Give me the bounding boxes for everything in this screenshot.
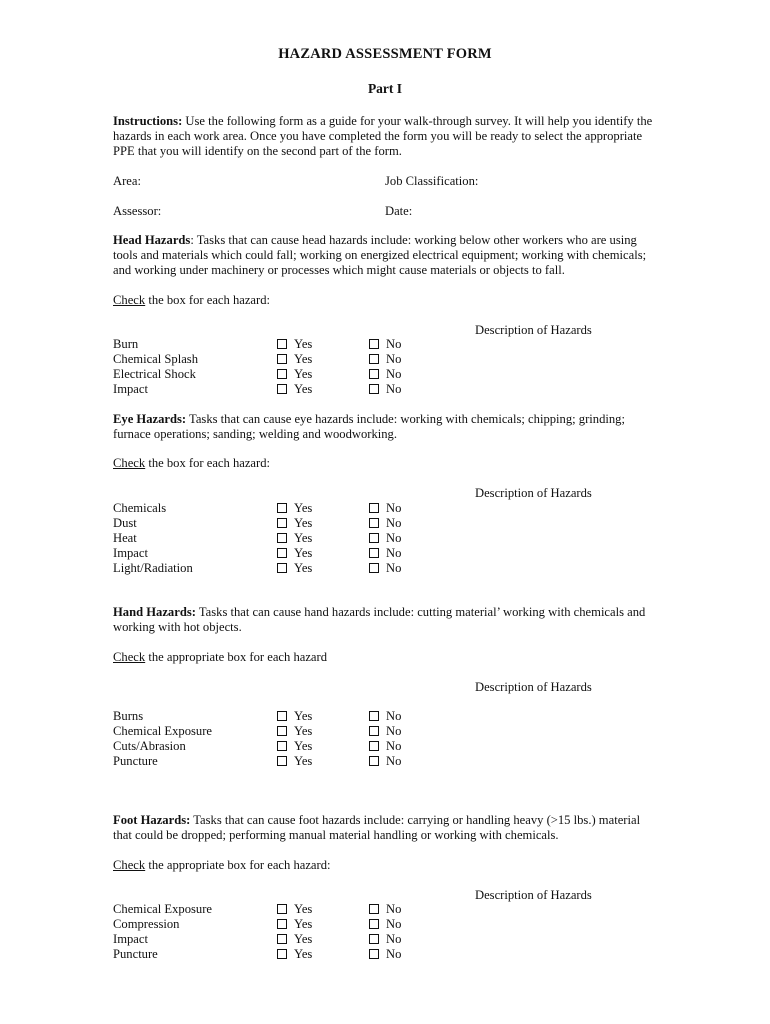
yes-option[interactable] (277, 531, 312, 546)
no-label: No (386, 516, 402, 530)
no-checkbox[interactable] (369, 384, 379, 394)
section-text: Tasks that can cause foot hazards include: carrying or handling heavy (>15 lbs.) material that could be dropped; performing manual material handling or working with chemicals. (113, 813, 641, 842)
hazard-name: Impact (113, 546, 148, 560)
no-option[interactable] (369, 531, 401, 546)
foot-hazards-paragraph (113, 813, 658, 843)
no-checkbox[interactable] (369, 949, 379, 959)
hazard-row (113, 754, 433, 769)
description-of-hazards-label: Description of Hazards (475, 486, 592, 500)
hazard-name: Chemicals (113, 501, 167, 515)
no-option[interactable] (369, 561, 401, 576)
eye-check-instruction (113, 456, 658, 471)
job-classification-field[interactable]: Job Classification: (385, 174, 479, 188)
check-word: Check (113, 293, 146, 307)
yes-label: Yes (294, 367, 313, 381)
section-text: Tasks that can cause eye hazards include: working with chemicals; chipping; grinding; furnace operations; sanding; welding and woodworking. (113, 412, 625, 441)
no-label: No (386, 561, 402, 575)
yes-option[interactable] (277, 382, 312, 397)
description-of-hazards-label: Description of Hazards (475, 888, 592, 902)
section-lead: Head Hazards (113, 233, 191, 247)
yes-checkbox[interactable] (277, 369, 287, 379)
yes-checkbox[interactable] (277, 934, 287, 944)
yes-option[interactable] (277, 739, 312, 754)
yes-checkbox[interactable] (277, 518, 287, 528)
yes-label: Yes (294, 352, 313, 366)
hazard-name: Light/Radiation (113, 561, 193, 575)
yes-option[interactable] (277, 516, 312, 531)
no-checkbox[interactable] (369, 354, 379, 364)
no-option[interactable] (369, 917, 401, 932)
no-checkbox[interactable] (369, 711, 379, 721)
head-check-instruction (113, 293, 658, 308)
section-lead-suffix: : (190, 233, 194, 247)
check-rest: the box for each hazard: (145, 293, 271, 307)
yes-option[interactable] (277, 501, 312, 516)
yes-checkbox[interactable] (277, 339, 287, 349)
yes-label: Yes (294, 754, 313, 768)
hazard-name: Compression (113, 917, 180, 931)
no-option[interactable] (369, 932, 401, 947)
yes-label: Yes (294, 739, 313, 753)
assessor-field[interactable]: Assessor: (113, 204, 162, 218)
hazard-name: Puncture (113, 947, 158, 961)
no-label: No (386, 902, 402, 916)
no-option[interactable] (369, 902, 401, 917)
no-label: No (386, 531, 402, 545)
check-rest: the box for each hazard: (145, 456, 271, 470)
yes-label: Yes (294, 501, 313, 515)
yes-option[interactable] (277, 337, 312, 352)
hand-hazards-paragraph (113, 605, 658, 635)
eye-hazards-paragraph (113, 412, 658, 442)
no-label: No (386, 724, 402, 738)
section-lead: Hand Hazards: (113, 605, 196, 619)
no-label: No (386, 352, 402, 366)
hazard-row (113, 531, 433, 546)
foot-check-instruction (113, 858, 658, 873)
check-word: Check (113, 858, 146, 872)
hazard-row (113, 709, 433, 724)
yes-checkbox[interactable] (277, 533, 287, 543)
no-label: No (386, 754, 402, 768)
section-lead: Foot Hazards: (113, 813, 191, 827)
hazard-name: Chemical Exposure (113, 902, 212, 916)
no-checkbox[interactable] (369, 339, 379, 349)
no-checkbox[interactable] (369, 756, 379, 766)
eye-hazard-list (113, 501, 433, 576)
hazard-row (113, 947, 433, 962)
no-label: No (386, 917, 402, 931)
yes-checkbox[interactable] (277, 548, 287, 558)
hazard-name: Electrical Shock (113, 367, 196, 381)
yes-label: Yes (294, 724, 313, 738)
yes-label: Yes (294, 516, 313, 530)
no-option[interactable] (369, 947, 401, 962)
no-option[interactable] (369, 546, 401, 561)
instructions-text: Use the following form as a guide for your walk-through survey. It will help you identify the hazards in each work area. Once you have completed the form you will be ready to select the appropriate PPE that you will identify on the second part of the form. (113, 114, 653, 158)
check-rest: the appropriate box for each hazard: (145, 858, 331, 872)
hand-check-instruction (113, 650, 658, 665)
no-checkbox[interactable] (369, 518, 379, 528)
hazard-name: Cuts/Abrasion (113, 739, 186, 753)
hazard-row (113, 516, 433, 531)
yes-checkbox[interactable] (277, 711, 287, 721)
no-option[interactable] (369, 516, 401, 531)
head-hazard-list (113, 337, 433, 397)
hazard-name: Chemical Exposure (113, 724, 212, 738)
no-option[interactable] (369, 352, 401, 367)
no-checkbox[interactable] (369, 533, 379, 543)
no-checkbox[interactable] (369, 741, 379, 751)
no-label: No (386, 546, 402, 560)
hand-hazard-list (113, 709, 433, 769)
instructions-lead: Instructions: (113, 114, 183, 128)
no-label: No (386, 932, 402, 946)
yes-label: Yes (294, 561, 313, 575)
section-text: Tasks that can cause hand hazards include: cutting material’ working with chemicals and working with hot objects. (113, 605, 646, 634)
no-option[interactable] (369, 739, 401, 754)
hazard-row (113, 546, 433, 561)
no-option[interactable] (369, 501, 401, 516)
no-checkbox[interactable] (369, 934, 379, 944)
no-label: No (386, 739, 402, 753)
foot-hazard-list (113, 902, 433, 962)
no-label: No (386, 382, 402, 396)
yes-label: Yes (294, 932, 313, 946)
no-label: No (386, 501, 402, 515)
hazard-row (113, 501, 433, 516)
instructions-paragraph (113, 114, 658, 159)
yes-label: Yes (294, 709, 313, 723)
yes-checkbox[interactable] (277, 756, 287, 766)
no-checkbox[interactable] (369, 548, 379, 558)
no-option[interactable] (369, 367, 401, 382)
yes-checkbox[interactable] (277, 949, 287, 959)
yes-option[interactable] (277, 902, 312, 917)
hazard-row (113, 917, 433, 932)
no-checkbox[interactable] (369, 919, 379, 929)
hazard-name: Burn (113, 337, 139, 351)
no-checkbox[interactable] (369, 726, 379, 736)
hazard-row (113, 367, 433, 382)
yes-option[interactable] (277, 367, 312, 382)
yes-label: Yes (294, 531, 313, 545)
no-checkbox[interactable] (369, 904, 379, 914)
hazard-name: Impact (113, 382, 148, 396)
check-word: Check (113, 456, 146, 470)
no-checkbox[interactable] (369, 563, 379, 573)
date-field[interactable]: Date: (385, 204, 413, 218)
no-option[interactable] (369, 337, 401, 352)
yes-label: Yes (294, 902, 313, 916)
yes-checkbox[interactable] (277, 354, 287, 364)
yes-option[interactable] (277, 754, 312, 769)
yes-label: Yes (294, 917, 313, 931)
hazard-row (113, 739, 433, 754)
yes-option[interactable] (277, 352, 312, 367)
yes-checkbox[interactable] (277, 741, 287, 751)
no-option[interactable] (369, 382, 401, 397)
no-label: No (386, 367, 402, 381)
hazard-name: Chemical Splash (113, 352, 198, 366)
hazard-row (113, 724, 433, 739)
head-hazards-paragraph (113, 233, 658, 278)
yes-label: Yes (294, 337, 313, 351)
hazard-row (113, 352, 433, 367)
hazard-name: Dust (113, 516, 137, 530)
yes-option[interactable] (277, 917, 312, 932)
no-option[interactable] (369, 754, 401, 769)
hazard-name: Impact (113, 932, 148, 946)
no-label: No (386, 709, 402, 723)
hazard-row (113, 382, 433, 397)
no-option[interactable] (369, 709, 401, 724)
part-heading: Part I (367, 81, 403, 96)
no-checkbox[interactable] (369, 503, 379, 513)
hazard-name: Burns (113, 709, 144, 723)
check-rest: the appropriate box for each hazard (145, 650, 328, 664)
yes-option[interactable] (277, 546, 312, 561)
hazard-name: Puncture (113, 754, 158, 768)
hazard-row (113, 337, 433, 352)
yes-option[interactable] (277, 932, 312, 947)
yes-checkbox[interactable] (277, 726, 287, 736)
no-option[interactable] (369, 724, 401, 739)
check-word: Check (113, 650, 146, 664)
hazard-row (113, 561, 433, 576)
description-of-hazards-label: Description of Hazards (475, 680, 592, 694)
hazard-row (113, 902, 433, 917)
yes-option[interactable] (277, 561, 312, 576)
no-checkbox[interactable] (369, 369, 379, 379)
hazard-row (113, 932, 433, 947)
section-lead: Eye Hazards: (113, 412, 187, 426)
yes-option[interactable] (277, 947, 312, 962)
no-label: No (386, 947, 402, 961)
description-of-hazards-label: Description of Hazards (475, 323, 592, 337)
hazard-name: Heat (113, 531, 137, 545)
form-title: HAZARD ASSESSMENT FORM (278, 46, 492, 62)
yes-checkbox[interactable] (277, 563, 287, 573)
no-label: No (386, 337, 402, 351)
yes-checkbox[interactable] (277, 503, 287, 513)
area-field[interactable]: Area: (113, 174, 141, 188)
yes-label: Yes (294, 546, 313, 560)
yes-checkbox[interactable] (277, 904, 287, 914)
yes-option[interactable] (277, 724, 312, 739)
section-text: Tasks that can cause head hazards include: working below other workers who are using tools and materials which could fall; working on energized electrical equipment; working with chemicals; and working under machinery or processes which might cause materials or objects to fall. (113, 233, 647, 277)
yes-checkbox[interactable] (277, 384, 287, 394)
yes-label: Yes (294, 947, 313, 961)
yes-option[interactable] (277, 709, 312, 724)
yes-checkbox[interactable] (277, 919, 287, 929)
yes-label: Yes (294, 382, 313, 396)
